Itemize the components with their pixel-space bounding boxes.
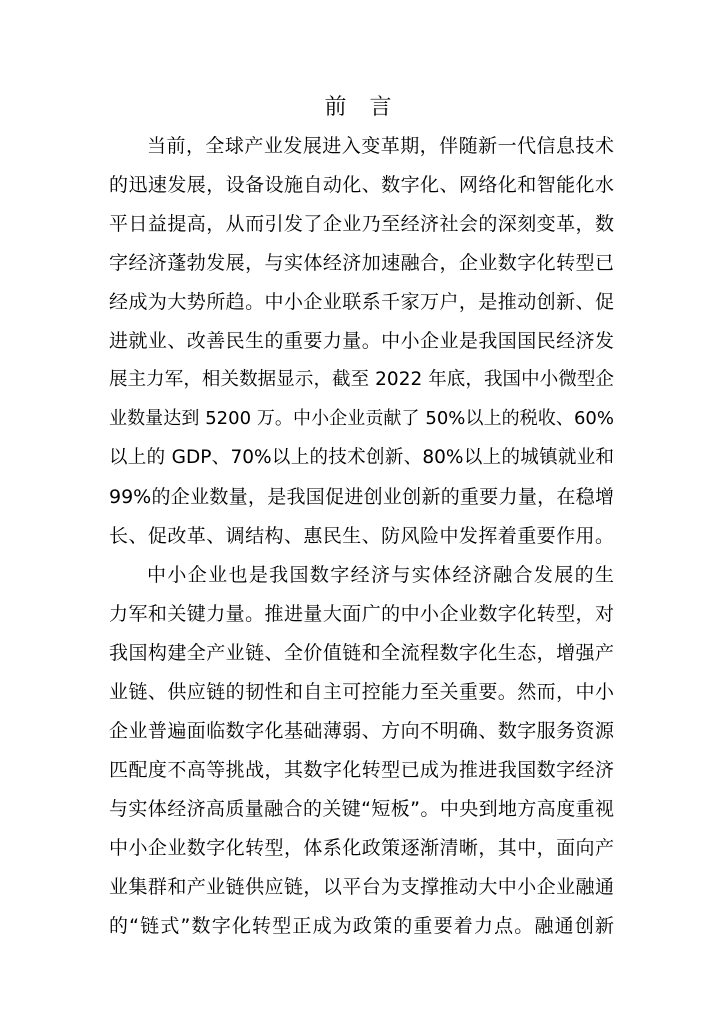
text-line: 中小企业数字化转型，体系化政策逐渐清晰，其中，面向产: [109, 837, 614, 859]
text-line: 当前，全球产业发展进入变革期，伴随新一代信息技术: [147, 135, 614, 157]
text-line: 力军和关键力量。推进量大面广的中小企业数字化转型，对: [109, 603, 614, 625]
text-line: 长、促改革、调结构、惠民生、防风险中发挥着重要作用。: [109, 525, 614, 547]
text-line: 进就业、改善民生的重要力量。中小企业是我国国民经济发: [109, 330, 614, 352]
text-line: 99%的企业数量，是我国促进创业创新的重要力量，在稳增: [109, 486, 614, 508]
text-line: 匹配度不高等挑战，其数字化转型已成为推进我国数字经济: [109, 759, 614, 781]
text-line: 以上的 GDP、70%以上的技术创新、80%以上的城镇就业和: [109, 447, 614, 468]
text-line: 业链、供应链的韧性和自主可控能力至关重要。然而，中小: [109, 681, 614, 703]
text-line: 企业普遍面临数字化基础薄弱、方向不明确、数字服务资源: [109, 720, 614, 742]
text-line: 与实体经济高质量融合的关键“短板”。中央到地方高度重视: [109, 798, 614, 820]
text-line: 平日益提高，从而引发了企业乃至经济社会的深刻变革，数: [109, 213, 614, 235]
text-line: 的迅速发展，设备设施自动化、数字化、网络化和智能化水: [109, 174, 614, 196]
text-line: 的“链式”数字化转型正成为政策的重要着力点。融通创新: [109, 915, 614, 937]
text-line: 业集群和产业链供应链，以平台为支撑推动大中小企业融通: [109, 876, 614, 898]
text-line: 我国构建全产业链、全价值链和全流程数字化生态，增强产: [109, 642, 614, 664]
page-title: 前 言: [324, 95, 400, 120]
text-line: 经成为大势所趋。中小企业联系千家万户，是推动创新、促: [109, 291, 614, 313]
text-line: 展主力军，相关数据显示，截至 2022 年底，我国中小微型企: [109, 369, 614, 390]
text-line: 字经济蓬勃发展，与实体经济加速融合，企业数字化转型已: [109, 252, 614, 274]
text-line: 业数量达到 5200 万。中小企业贡献了 50%以上的税收、60%: [109, 408, 614, 429]
text-line: 中小企业也是我国数字经济与实体经济融合发展的生: [147, 564, 614, 586]
